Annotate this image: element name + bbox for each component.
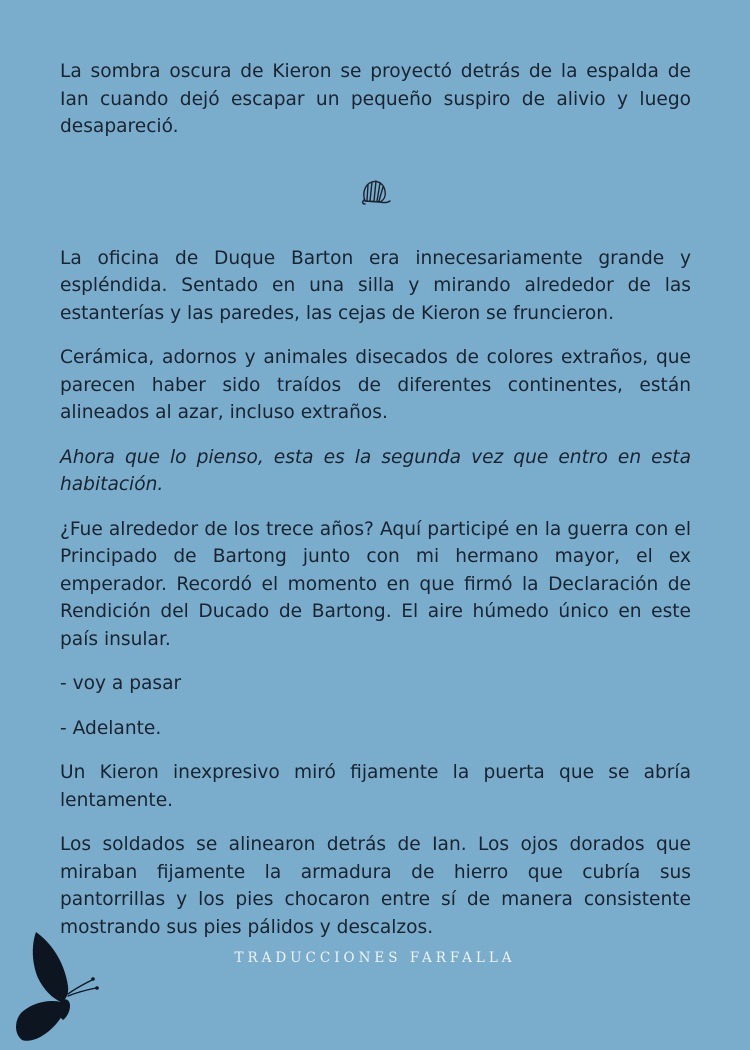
page-content [60,58,691,958]
paragraph-9: Los soldados se alinearon detrás de Ian. Los ojos dorados que miraban fijamente la armadura de hierro que cubría sus pantorrillas y los pies chocaron entre sí de manera consistente mostrando sus pies pálidos y descalzos. [60,834,691,938]
seashell-icon [356,175,396,211]
paragraph-8: Un Kieron inexpresivo miró fijamente la puerta que se abría lentamente. [60,762,691,811]
footer-brand: TRADUCCIONES FARFALLA [234,950,516,966]
paragraph-6: - voy a pasar [60,673,182,694]
paragraph-7: - Adelante. [60,717,162,739]
paragraph-2: La oficina de Duque Barton era innecesariamente grande y espléndida. Sentado en una silla y mirando alrededor de las estanterías y las paredes, las cejas de Kieron se fruncieron. [60,247,691,324]
paragraph-5: ¿Fue alrededor de los trece años? Aquí participé en la guerra con el Principado de Bartong junto con mi hermano mayor, el ex emperador. Recordó el momento en que firmó la Declaración de Rendición del Ducado de Bartong. El aire húmedo único en este país insular. [60,518,691,650]
butterfly-icon [6,928,106,1046]
paragraph-1: La sombra oscura de Kieron se proyectó detrás de la espalda de Ian cuando dejó escapar un pequeño suspiro de alivio y luego desapareció. [60,61,691,137]
paragraph-3: Cerámica, adornos y animales disecados de colores extraños, que parecen haber sido traídos de diferentes continentes, están alineados al azar, incluso extraños. [60,347,691,423]
paragraph-4-italic: Ahora que lo pienso, esta es la segunda vez que entro en esta habitación. [60,446,691,495]
